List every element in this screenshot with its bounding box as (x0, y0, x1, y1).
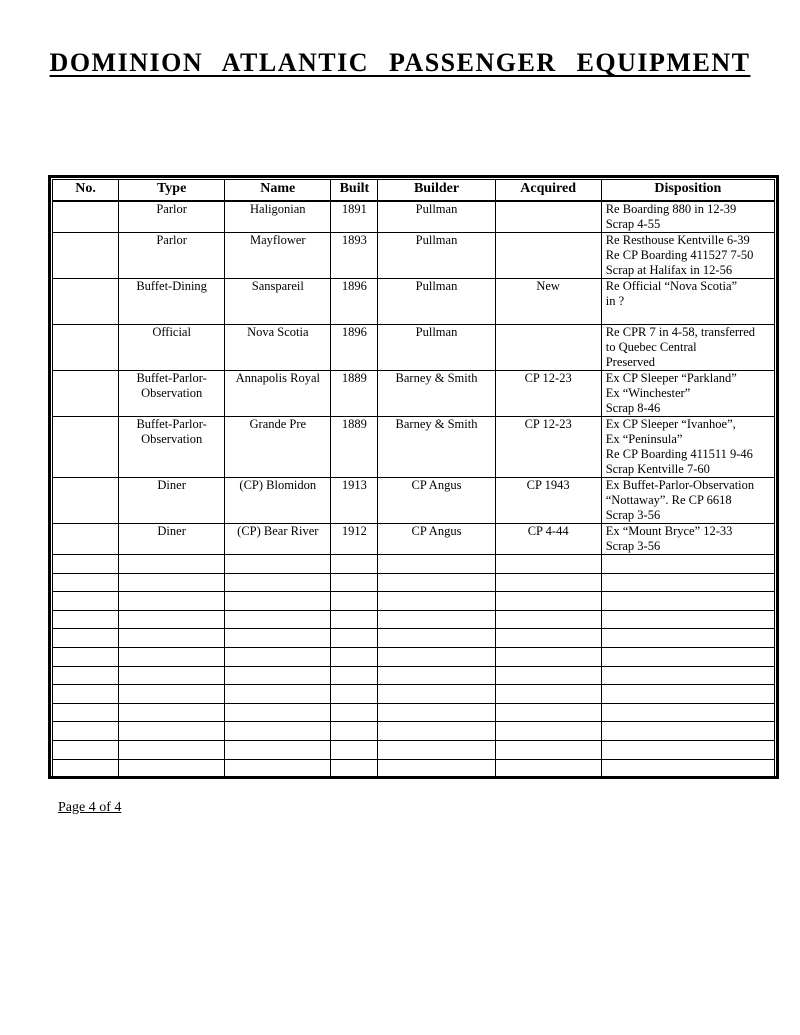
empty-cell (119, 666, 225, 685)
disposition-line: Scrap 4-55 (605, 217, 661, 231)
empty-cell (601, 759, 774, 778)
cell-builder: Barney & Smith (378, 371, 495, 417)
cell-disposition (601, 233, 774, 279)
empty-cell (119, 759, 225, 778)
cell-acquired: CP 12-23 (495, 371, 601, 417)
empty-cell (53, 647, 119, 666)
cell-builder: Barney & Smith (378, 417, 495, 478)
cell-name: Annapolis Royal (225, 371, 331, 417)
cell-name: Grande Pre (225, 417, 331, 478)
disposition-line: Re CPR 7 in 4-58, transferred (605, 325, 755, 339)
empty-cell (331, 647, 378, 666)
table-row (53, 201, 775, 233)
type-line: Official (152, 325, 191, 339)
cell-acquired: CP 12-23 (495, 417, 601, 478)
empty-cell (378, 647, 495, 666)
header-builder: Builder (378, 180, 495, 202)
cell-no (53, 478, 119, 524)
empty-cell (225, 740, 331, 759)
cell-type (119, 201, 225, 233)
empty-cell (119, 555, 225, 574)
empty-cell (378, 685, 495, 704)
cell-acquired: CP 1943 (495, 478, 601, 524)
disposition-line: Ex CP Sleeper “Parkland” (605, 371, 737, 385)
cell-disposition (601, 371, 774, 417)
empty-table-row (53, 759, 775, 778)
table-row (53, 417, 775, 478)
cell-disposition (601, 279, 774, 325)
empty-cell (53, 610, 119, 629)
cell-built: 1889 (331, 417, 378, 478)
cell-acquired: New (495, 279, 601, 325)
cell-built: 1896 (331, 325, 378, 371)
empty-cell (225, 629, 331, 648)
table-header-row (53, 180, 775, 202)
empty-cell (225, 759, 331, 778)
disposition-line: Re CP Boarding 411527 7-50 (605, 248, 754, 262)
empty-cell (225, 685, 331, 704)
disposition-line: Re CP Boarding 411511 9-46 (605, 447, 753, 461)
empty-cell (601, 555, 774, 574)
empty-cell (225, 703, 331, 722)
empty-cell (378, 573, 495, 592)
disposition-line: Ex CP Sleeper “Ivanhoe”, (605, 417, 736, 431)
disposition-line: Ex “Mount Bryce” 12-33 (605, 524, 733, 538)
cell-name: Haligonian (225, 201, 331, 233)
header-acquired: Acquired (495, 180, 601, 202)
page-title (0, 48, 800, 78)
cell-built: 1889 (331, 371, 378, 417)
empty-cell (378, 740, 495, 759)
empty-cell (495, 573, 601, 592)
cell-no (53, 233, 119, 279)
table-row (53, 478, 775, 524)
empty-cell (601, 629, 774, 648)
type-line: Parlor (156, 202, 187, 216)
disposition-line: “Nottaway”. Re CP 6618 (605, 493, 732, 507)
disposition-line: Scrap Kentville 7-60 (605, 462, 710, 476)
empty-cell (601, 722, 774, 741)
cell-builder: Pullman (378, 233, 495, 279)
disposition-line: Scrap at Halifax in 12-56 (605, 263, 733, 277)
empty-cell (331, 703, 378, 722)
empty-cell (53, 685, 119, 704)
type-line: Diner (157, 478, 186, 492)
cell-type (119, 371, 225, 417)
equipment-table-frame (48, 175, 779, 779)
empty-cell (331, 666, 378, 685)
table-row (53, 325, 775, 371)
empty-table-row (53, 740, 775, 759)
cell-type (119, 417, 225, 478)
empty-cell (53, 666, 119, 685)
empty-table-row (53, 610, 775, 629)
empty-table-row (53, 722, 775, 741)
empty-cell (601, 703, 774, 722)
empty-cell (331, 555, 378, 574)
empty-cell (495, 555, 601, 574)
empty-cell (53, 740, 119, 759)
header-name: Name (225, 180, 331, 202)
empty-cell (378, 629, 495, 648)
type-line: Buffet-Parlor- (136, 417, 207, 431)
empty-cell (119, 573, 225, 592)
header-disposition: Disposition (601, 180, 774, 202)
cell-disposition (601, 325, 774, 371)
empty-cell (331, 610, 378, 629)
table-row (53, 279, 775, 325)
disposition-line: in ? (605, 294, 625, 308)
empty-table-row (53, 685, 775, 704)
empty-cell (601, 610, 774, 629)
cell-built: 1913 (331, 478, 378, 524)
empty-cell (495, 722, 601, 741)
empty-cell (225, 666, 331, 685)
empty-cell (495, 629, 601, 648)
empty-cell (331, 685, 378, 704)
empty-cell (378, 722, 495, 741)
empty-cell (119, 647, 225, 666)
empty-cell (53, 592, 119, 611)
empty-table-row (53, 555, 775, 574)
cell-disposition (601, 524, 774, 555)
cell-type (119, 325, 225, 371)
cell-built: 1896 (331, 279, 378, 325)
empty-cell (331, 759, 378, 778)
empty-table-row (53, 592, 775, 611)
cell-builder: Pullman (378, 325, 495, 371)
cell-name: Sanspareil (225, 279, 331, 325)
cell-name: Mayflower (225, 233, 331, 279)
empty-cell (495, 666, 601, 685)
empty-cell (53, 629, 119, 648)
empty-cell (495, 740, 601, 759)
type-line: Observation (141, 386, 203, 400)
empty-cell (331, 722, 378, 741)
disposition-line: Scrap 3-56 (605, 508, 661, 522)
empty-cell (601, 647, 774, 666)
empty-cell (331, 573, 378, 592)
empty-cell (495, 685, 601, 704)
cell-no (53, 417, 119, 478)
empty-cell (225, 573, 331, 592)
disposition-line: Ex “Winchester” (605, 386, 691, 400)
cell-acquired: CP 4-44 (495, 524, 601, 555)
cell-acquired (495, 325, 601, 371)
page-title-text: DOMINION ATLANTIC PASSENGER EQUIPMENT (49, 48, 751, 77)
empty-cell (53, 555, 119, 574)
empty-cell (53, 703, 119, 722)
type-line: Diner (157, 524, 186, 538)
empty-cell (225, 722, 331, 741)
cell-builder: CP Angus (378, 524, 495, 555)
empty-cell (601, 685, 774, 704)
cell-no (53, 371, 119, 417)
empty-table-row (53, 573, 775, 592)
disposition-line: Re Boarding 880 in 12-39 (605, 202, 737, 216)
empty-cell (119, 610, 225, 629)
empty-cell (495, 592, 601, 611)
empty-cell (119, 722, 225, 741)
empty-cell (601, 592, 774, 611)
empty-cell (225, 610, 331, 629)
cell-name: (CP) Bear River (225, 524, 331, 555)
type-line: Parlor (156, 233, 187, 247)
disposition-line: Ex Buffet-Parlor-Observation (605, 478, 755, 492)
empty-cell (225, 647, 331, 666)
table-row (53, 524, 775, 555)
empty-cell (378, 555, 495, 574)
empty-table-row (53, 629, 775, 648)
empty-cell (119, 592, 225, 611)
disposition-line: Re Official “Nova Scotia” (605, 279, 738, 293)
cell-name: (CP) Blomidon (225, 478, 331, 524)
empty-cell (378, 759, 495, 778)
empty-cell (331, 629, 378, 648)
empty-cell (53, 573, 119, 592)
empty-cell (119, 685, 225, 704)
empty-cell (601, 740, 774, 759)
cell-type (119, 233, 225, 279)
empty-cell (225, 555, 331, 574)
empty-cell (495, 703, 601, 722)
empty-cell (378, 610, 495, 629)
empty-cell (331, 592, 378, 611)
empty-table-row (53, 666, 775, 685)
empty-table-row (53, 647, 775, 666)
type-line: Buffet-Dining (136, 279, 207, 293)
disposition-line: Ex “Peninsula” (605, 432, 683, 446)
disposition-line: Re Resthouse Kentville 6-39 (605, 233, 750, 247)
header-built: Built (331, 180, 378, 202)
disposition-line: to Quebec Central (605, 340, 697, 354)
disposition-line: Scrap 8-46 (605, 401, 661, 415)
cell-no (53, 201, 119, 233)
empty-cell (601, 666, 774, 685)
empty-cell (495, 759, 601, 778)
cell-acquired (495, 233, 601, 279)
cell-no (53, 325, 119, 371)
empty-cell (53, 722, 119, 741)
cell-built: 1912 (331, 524, 378, 555)
cell-disposition (601, 478, 774, 524)
empty-table-row (53, 703, 775, 722)
disposition-line: Scrap 3-56 (605, 539, 661, 553)
cell-built: 1893 (331, 233, 378, 279)
empty-cell (378, 666, 495, 685)
disposition-line: Preserved (605, 355, 656, 369)
empty-cell (331, 740, 378, 759)
empty-cell (378, 592, 495, 611)
cell-disposition (601, 417, 774, 478)
cell-builder: Pullman (378, 201, 495, 233)
cell-name: Nova Scotia (225, 325, 331, 371)
table-row (53, 371, 775, 417)
cell-type (119, 478, 225, 524)
table-row (53, 233, 775, 279)
cell-no (53, 279, 119, 325)
cell-built: 1891 (331, 201, 378, 233)
cell-type (119, 524, 225, 555)
header-no: No. (53, 180, 119, 202)
cell-builder: Pullman (378, 279, 495, 325)
page-number: Page 4 of 4 (58, 800, 122, 815)
empty-cell (495, 647, 601, 666)
empty-cell (53, 759, 119, 778)
empty-cell (495, 610, 601, 629)
cell-builder: CP Angus (378, 478, 495, 524)
cell-disposition (601, 201, 774, 233)
empty-cell (119, 703, 225, 722)
cell-no (53, 524, 119, 555)
equipment-table (52, 179, 775, 778)
cell-acquired (495, 201, 601, 233)
empty-cell (378, 703, 495, 722)
type-line: Observation (141, 432, 203, 446)
cell-type (119, 279, 225, 325)
header-type: Type (119, 180, 225, 202)
empty-cell (601, 573, 774, 592)
empty-cell (119, 629, 225, 648)
type-line: Buffet-Parlor- (136, 371, 207, 385)
empty-cell (119, 740, 225, 759)
empty-cell (225, 592, 331, 611)
